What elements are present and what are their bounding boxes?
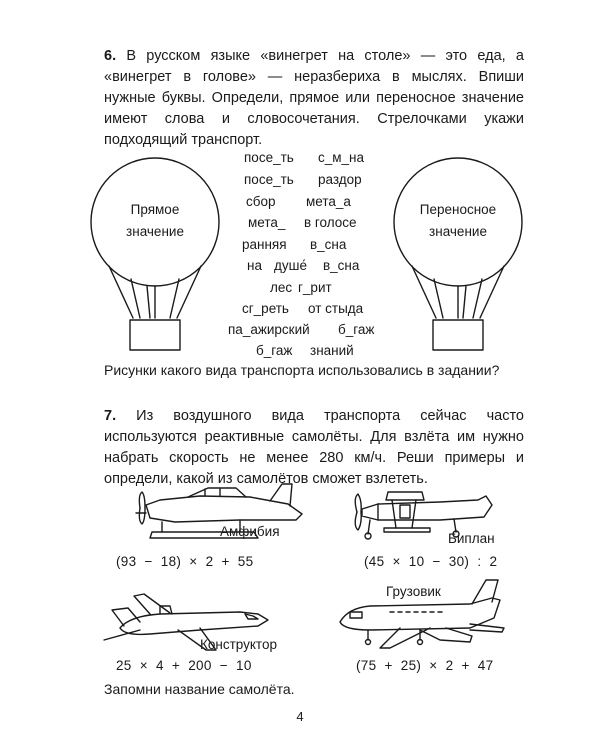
task6-body: В русском языке «винегрет на столе» — это еда, а «винегрет в голове» — неразбериха в мыслях. Впиши нужные буквы. Определи, прямое или переносное значение имеют слова и словосочетания. Стрелочками укажи подходящий транспорт. (104, 48, 524, 148)
expr-constructor: 25 × 4 + 200 − 10 (116, 658, 252, 673)
word: мета_ (248, 215, 286, 230)
plane-name-constructor: Конструктор (200, 637, 277, 652)
word: душе́ (274, 258, 307, 273)
word: в_сна (323, 258, 360, 273)
word: г_рит (298, 280, 332, 295)
word: па_ажирский (228, 322, 310, 337)
word: в голосе (304, 215, 357, 230)
word: посе_ть (244, 150, 294, 165)
expr-cargo: (75 + 25) × 2 + 47 (356, 658, 494, 673)
word: лес (270, 280, 293, 295)
word: сбор (246, 194, 276, 209)
word: посе_ть (244, 172, 294, 187)
plane-name-biplane: Биплан (448, 531, 495, 546)
word: на (247, 258, 262, 273)
word: ранняя (242, 237, 287, 252)
word: раздор (318, 172, 362, 187)
word: мета_а (306, 194, 351, 209)
balloon-right-line2: значение (429, 224, 487, 239)
word: в_сна (310, 237, 347, 252)
task7-body: Из воздушного вида транспорта сейчас часто используются реактивные самолёты. Для взлёта им нужно набрать скорость не менее 280 км/ч. Реши примеры и определи, какой из самолётов сможет взлететь. (104, 408, 524, 487)
balloon-left-line2: значение (126, 224, 184, 239)
task6-number: 6. (104, 48, 117, 64)
plane-name-amphibia: Амфибия (220, 524, 280, 539)
word: б_гаж (338, 322, 375, 337)
word: с_м_на (318, 150, 365, 165)
expr-biplane: (45 × 10 − 30) : 2 (364, 554, 498, 569)
task7-number: 7. (104, 408, 117, 424)
task6-question: Рисунки какого вида транспорта использовались в задании? (104, 362, 500, 378)
balloon-right-line1: Переносное (419, 202, 497, 217)
plane-name-cargo: Грузовик (386, 584, 441, 599)
word: от стыда (308, 301, 364, 316)
page-number: 4 (296, 709, 304, 724)
word: знаний (310, 343, 354, 358)
word: сг_реть (242, 301, 289, 316)
word: б_гаж (256, 343, 293, 358)
task7-footer: Запомни название самолёта. (104, 681, 295, 697)
balloon-left-line1: Прямое (130, 202, 180, 217)
expr-amphibia: (93 − 18) × 2 + 55 (116, 554, 254, 569)
